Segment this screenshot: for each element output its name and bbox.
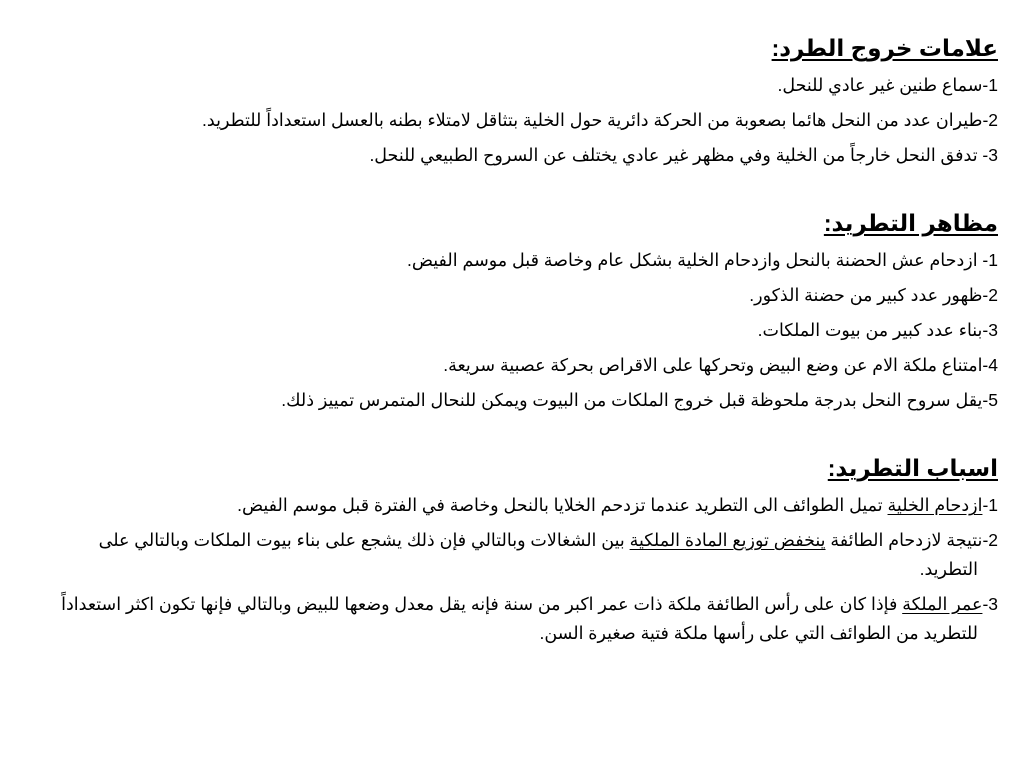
cause-text: بين الشغالات وبالتالي فإن ذلك يشجع على بناء بيوت الملكات وبالتالي على التطريد. [98, 530, 978, 579]
swarm-signs-item-2: 2-طيران عدد من النحل هائما بصعوبة من الحركة دائرية حول الخلية بتثاقل لامتلاء بطنه بالعسل استعداداً للتطريد. [202, 110, 998, 130]
cause-keyword: عمر الملكة [902, 594, 983, 614]
cause-text: فإذا كان على رأس الطائفة ملكة ذات عمر اكبر من سنة فإنه يقل معدل وضعها للبيض وبالتالي فإنها تكون اكثر استعداداً للتطريد من الطوائف التي على رأسها ملكة فتية صغيرة السن. [61, 594, 978, 643]
swarming-symptoms-list [40, 243, 998, 418]
cause-number: 3- [982, 594, 998, 614]
swarming-symptoms-section [40, 203, 998, 418]
cause-keyword: ينخفض توزيع المادة الملكية [629, 530, 826, 550]
swarming-causes-item-2 [40, 523, 998, 587]
swarming-causes-heading: اسباب التطريد: [827, 455, 998, 481]
swarm-signs-heading: علامات خروج الطرد: [771, 35, 998, 61]
swarming-symptoms-heading: مظاهر التطريد: [823, 210, 998, 236]
swarming-symptoms-item-5: 5-يقل سروح النحل بدرجة ملحوظة قبل خروج الملكات من البيوت ويمكن للنحال المتمرس تمييز ذلك. [281, 390, 998, 410]
swarming-causes-section [40, 448, 998, 651]
swarm-signs-section [40, 28, 998, 173]
swarming-symptoms-item-4: 4-امتناع ملكة الام عن وضع البيض وتحركها على الاقراص بحركة عصبية سريعة. [443, 355, 998, 375]
swarming-symptoms-item-1: 1- ازدحام عش الحضنة بالنحل وازدحام الخلية بشكل عام وخاصة قبل موسم الفيض. [406, 250, 998, 270]
cause-keyword: ازدحام الخلية [887, 495, 983, 515]
cause-number: 2- [982, 530, 998, 550]
swarming-symptoms-item-2: 2-ظهور عدد كبير من حضنة الذكور. [749, 285, 998, 305]
swarming-symptoms-item-3: 3-بناء عدد كبير من بيوت الملكات. [757, 320, 998, 340]
swarm-signs-item-1: 1-سماع طنين غير عادي للنحل. [777, 75, 998, 95]
cause-text-lead: نتيجة لازدحام الطائفة [825, 530, 983, 550]
swarm-signs-item-3: 3- تدفق النحل خارجاً من الخلية وفي مظهر غير عادي يختلف عن السروح الطبيعي للنحل. [369, 145, 998, 165]
swarming-causes-item-3 [40, 587, 998, 651]
swarm-signs-list [40, 68, 998, 173]
cause-number: 1- [982, 495, 998, 515]
swarming-causes-item-1 [40, 488, 998, 523]
cause-text: تميل الطوائف الى التطريد عندما تزدحم الخلايا بالنحل وخاصة في الفترة قبل موسم الفيض. [237, 495, 888, 515]
swarming-causes-list [40, 488, 998, 651]
